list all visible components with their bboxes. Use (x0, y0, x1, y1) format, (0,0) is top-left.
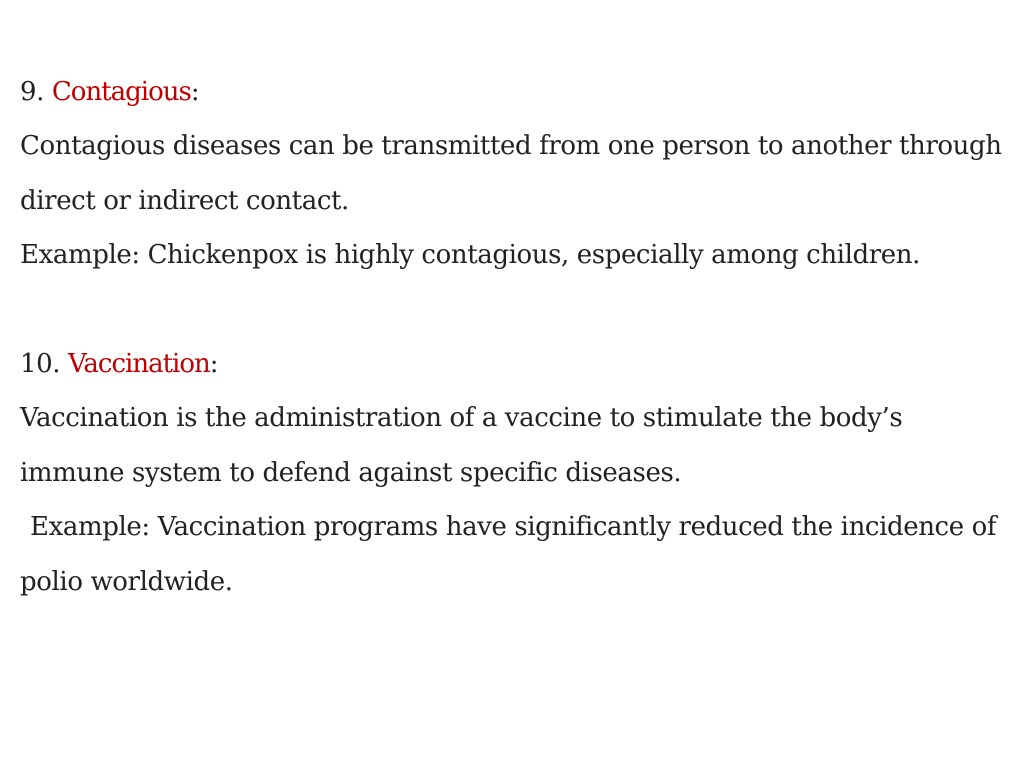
term-contagious: Contagious (51, 77, 191, 107)
section-number: 9. (20, 77, 45, 107)
section-number: 10. (20, 349, 61, 379)
section-heading-contagious (20, 75, 199, 109)
definition-line: direct or indirect contact. (20, 186, 349, 216)
definition-line: Vaccination is the administration of a vaccine to stimulate the body’s (20, 403, 903, 433)
section-heading-vaccination (20, 347, 218, 381)
example-line: Example: Chickenpox is highly contagious, especially among children. (20, 240, 920, 270)
example-line: polio worldwide. (20, 567, 233, 597)
definition-line: Contagious diseases can be transmitted from one person to another through (20, 131, 1002, 161)
heading-colon: : (190, 77, 200, 107)
heading-colon: : (209, 349, 219, 379)
example-line: Example: Vaccination programs have significantly reduced the incidence of (30, 512, 997, 542)
definition-line: immune system to defend against specific diseases. (20, 458, 682, 488)
term-vaccination: Vaccination (68, 349, 210, 379)
